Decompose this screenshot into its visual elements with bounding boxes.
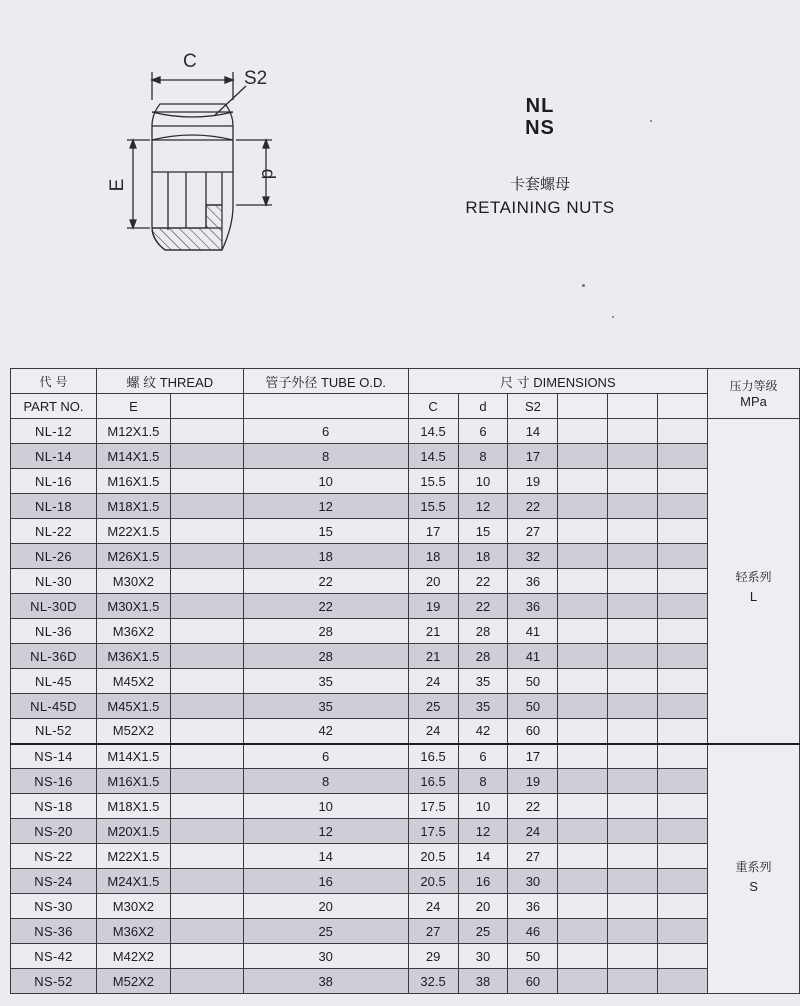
cell-d: 12 [458, 819, 508, 844]
cell-blank [658, 744, 708, 769]
table-row [11, 619, 800, 644]
cell-blank [558, 744, 608, 769]
product-name-en: RETAINING NUTS [465, 198, 615, 217]
cell-thread: M24X1.5 [96, 869, 170, 894]
cell-part: NL-16 [11, 469, 97, 494]
cell-s2: 50 [508, 669, 558, 694]
cell-s2: 41 [508, 644, 558, 669]
cell-c: 15.5 [408, 494, 458, 519]
cell-blank [608, 869, 658, 894]
cell-tube: 6 [243, 419, 408, 444]
cell-blank [658, 919, 708, 944]
table-row [11, 694, 800, 719]
cell-s2: 19 [508, 469, 558, 494]
cell-thread: M45X1.5 [96, 694, 170, 719]
cell-blank [608, 769, 658, 794]
cell-d: 18 [458, 544, 508, 569]
cell-part: NS-30 [11, 894, 97, 919]
cell-tube: 35 [243, 694, 408, 719]
cell-blank [608, 494, 658, 519]
header-pressure-unit: MPa [740, 393, 767, 409]
cell-blank [658, 644, 708, 669]
table-row [11, 444, 800, 469]
cell-c: 25 [408, 694, 458, 719]
cell-blank [658, 594, 708, 619]
table-row [11, 894, 800, 919]
cell-tube: 22 [243, 569, 408, 594]
header-dim-s2: S2 [508, 394, 558, 419]
cell-blank [658, 469, 708, 494]
cell-thread: M18X1.5 [96, 494, 170, 519]
cell-thread: M42X2 [96, 944, 170, 969]
cell-part: NL-45D [11, 694, 97, 719]
cell-c: 14.5 [408, 444, 458, 469]
cell-blank [558, 569, 608, 594]
table-row [11, 819, 800, 844]
cell-part: NS-14 [11, 744, 97, 769]
cell-blank [608, 569, 658, 594]
cell-tube: 6 [243, 744, 408, 769]
cell-blank [658, 844, 708, 869]
cell-thread: M45X2 [96, 669, 170, 694]
table-row [11, 419, 800, 444]
series-label-code: S [749, 878, 758, 894]
product-code-ns: NS [525, 117, 555, 139]
cell-d: 38 [458, 969, 508, 994]
header-pressure-cn: 压力等级 [729, 378, 778, 393]
cell-blank [608, 744, 658, 769]
cell-blank [608, 544, 658, 569]
cell-blank [170, 869, 243, 894]
cell-blank [608, 669, 658, 694]
cell-c: 18 [408, 544, 458, 569]
cell-d: 14 [458, 844, 508, 869]
cell-tube: 12 [243, 819, 408, 844]
cell-blank [558, 694, 608, 719]
header-tube: 管子外径 TUBE O.D. [243, 369, 408, 394]
cell-blank [558, 594, 608, 619]
cell-s2: 24 [508, 819, 558, 844]
cell-blank [170, 519, 243, 544]
table-row [11, 569, 800, 594]
header-dim-d: d [458, 394, 508, 419]
header-part-en: PART NO. [11, 394, 97, 419]
cell-blank [170, 969, 243, 994]
cell-d: 42 [458, 719, 508, 744]
cell-tube: 12 [243, 494, 408, 519]
cell-d: 6 [458, 744, 508, 769]
cell-blank [170, 894, 243, 919]
cell-blank [170, 769, 243, 794]
cell-c: 16.5 [408, 744, 458, 769]
cell-s2: 14 [508, 419, 558, 444]
cell-tube: 15 [243, 519, 408, 544]
cell-tube: 10 [243, 794, 408, 819]
cell-blank [170, 694, 243, 719]
cell-tube: 14 [243, 844, 408, 869]
cell-tube: 25 [243, 919, 408, 944]
nut-section-drawing [0, 0, 800, 330]
cell-blank [658, 719, 708, 744]
cell-part: NS-22 [11, 844, 97, 869]
cell-part: NL-52 [11, 719, 97, 744]
cell-blank [658, 694, 708, 719]
cell-d: 35 [458, 669, 508, 694]
cell-blank [658, 544, 708, 569]
cell-s2: 46 [508, 919, 558, 944]
table-row [11, 944, 800, 969]
cell-pressure-series [708, 419, 800, 744]
cell-s2: 22 [508, 794, 558, 819]
cell-blank [608, 794, 658, 819]
cell-thread: M52X2 [96, 969, 170, 994]
cell-blank [608, 694, 658, 719]
cell-tube: 16 [243, 869, 408, 894]
table-row [11, 844, 800, 869]
cell-blank [608, 894, 658, 919]
table-row [11, 469, 800, 494]
cell-s2: 50 [508, 944, 558, 969]
cell-thread: M36X2 [96, 619, 170, 644]
cell-blank [658, 969, 708, 994]
cell-part: NS-36 [11, 919, 97, 944]
cell-part: NS-18 [11, 794, 97, 819]
header-dimensions: 尺 寸 DIMENSIONS [408, 369, 707, 394]
cell-blank [558, 719, 608, 744]
cell-blank [170, 594, 243, 619]
cell-blank [608, 469, 658, 494]
cell-blank [658, 669, 708, 694]
cell-blank [170, 619, 243, 644]
cell-d: 35 [458, 694, 508, 719]
cell-blank [558, 794, 608, 819]
cell-d: 12 [458, 494, 508, 519]
header-tube-blank [243, 394, 408, 419]
cell-blank [608, 819, 658, 844]
cell-thread: M16X1.5 [96, 769, 170, 794]
cell-part: NL-14 [11, 444, 97, 469]
header-part-cn: 代 号 [11, 369, 97, 394]
cell-blank [658, 444, 708, 469]
print-speck [650, 120, 652, 122]
cell-blank [658, 619, 708, 644]
cell-blank [558, 819, 608, 844]
cell-s2: 60 [508, 969, 558, 994]
series-label-cn: 轻系列 [735, 570, 772, 584]
cell-c: 17.5 [408, 794, 458, 819]
cell-c: 16.5 [408, 769, 458, 794]
cell-s2: 30 [508, 869, 558, 894]
cell-blank [558, 944, 608, 969]
cell-d: 22 [458, 569, 508, 594]
table-row [11, 744, 800, 769]
product-code-nl: NL [525, 95, 555, 117]
cell-s2: 60 [508, 719, 558, 744]
cell-tube: 28 [243, 619, 408, 644]
header-pressure [708, 369, 800, 419]
cell-blank [658, 819, 708, 844]
cell-tube: 18 [243, 544, 408, 569]
cell-blank [608, 969, 658, 994]
cell-c: 27 [408, 919, 458, 944]
cell-c: 24 [408, 669, 458, 694]
cell-blank [658, 569, 708, 594]
cell-blank [170, 944, 243, 969]
cell-blank [558, 644, 608, 669]
cell-tube: 28 [243, 644, 408, 669]
table-row [11, 669, 800, 694]
cell-c: 17.5 [408, 819, 458, 844]
dim-label-d: d [257, 168, 278, 180]
table-row [11, 494, 800, 519]
cell-blank [658, 944, 708, 969]
cell-s2: 50 [508, 694, 558, 719]
cell-d: 22 [458, 594, 508, 619]
header-dim-c: C [408, 394, 458, 419]
cell-s2: 19 [508, 769, 558, 794]
cell-c: 17 [408, 519, 458, 544]
product-name-cn: 卡套螺母 [509, 175, 570, 193]
cell-d: 20 [458, 894, 508, 919]
cell-blank [170, 719, 243, 744]
cell-thread: M12X1.5 [96, 419, 170, 444]
cell-blank [558, 919, 608, 944]
cell-thread: M18X1.5 [96, 794, 170, 819]
cell-blank [608, 619, 658, 644]
cell-blank [558, 544, 608, 569]
cell-blank [608, 844, 658, 869]
cell-blank [558, 519, 608, 544]
dim-label-c: C [183, 51, 197, 72]
cell-blank [558, 894, 608, 919]
cell-c: 20 [408, 569, 458, 594]
cell-c: 21 [408, 644, 458, 669]
header-blank [658, 394, 708, 419]
cell-blank [608, 419, 658, 444]
cell-blank [558, 444, 608, 469]
cell-s2: 41 [508, 619, 558, 644]
header-blank [170, 394, 243, 419]
table-row [11, 594, 800, 619]
header-blank [608, 394, 658, 419]
print-speck [612, 316, 614, 318]
cell-part: NS-16 [11, 769, 97, 794]
cell-part: NL-30 [11, 569, 97, 594]
header-thread-e: E [96, 394, 170, 419]
cell-d: 30 [458, 944, 508, 969]
table-row [11, 794, 800, 819]
cell-blank [170, 569, 243, 594]
cell-thread: M26X1.5 [96, 544, 170, 569]
cell-thread: M30X2 [96, 569, 170, 594]
cell-c: 21 [408, 619, 458, 644]
cell-thread: M36X2 [96, 919, 170, 944]
cell-d: 8 [458, 444, 508, 469]
cell-s2: 27 [508, 844, 558, 869]
cell-thread: M30X2 [96, 894, 170, 919]
table-row [11, 544, 800, 569]
cell-thread: M22X1.5 [96, 519, 170, 544]
cell-d: 28 [458, 644, 508, 669]
cell-s2: 36 [508, 569, 558, 594]
cell-d: 10 [458, 794, 508, 819]
spec-table [10, 368, 800, 994]
cell-blank [558, 969, 608, 994]
cell-d: 16 [458, 869, 508, 894]
cell-tube: 10 [243, 469, 408, 494]
cell-c: 29 [408, 944, 458, 969]
cell-blank [608, 519, 658, 544]
cell-part: NL-36D [11, 644, 97, 669]
cell-d: 6 [458, 419, 508, 444]
cell-blank [608, 594, 658, 619]
cell-tube: 42 [243, 719, 408, 744]
dim-label-s2: S2 [244, 68, 268, 89]
cell-part: NL-36 [11, 619, 97, 644]
cell-blank [558, 494, 608, 519]
cell-d: 10 [458, 469, 508, 494]
cell-blank [658, 894, 708, 919]
cell-s2: 36 [508, 594, 558, 619]
cell-tube: 20 [243, 894, 408, 919]
cell-blank [170, 819, 243, 844]
cell-blank [170, 469, 243, 494]
cell-d: 15 [458, 519, 508, 544]
cell-blank [170, 419, 243, 444]
cell-s2: 22 [508, 494, 558, 519]
cell-tube: 35 [243, 669, 408, 694]
cell-blank [658, 794, 708, 819]
cell-tube: 8 [243, 769, 408, 794]
cell-blank [558, 619, 608, 644]
dim-label-e: E [107, 178, 128, 192]
cell-c: 20.5 [408, 869, 458, 894]
table-row [11, 519, 800, 544]
cell-thread: M20X1.5 [96, 819, 170, 844]
cell-blank [170, 794, 243, 819]
cell-blank [658, 519, 708, 544]
cell-blank [170, 669, 243, 694]
cell-tube: 30 [243, 944, 408, 969]
cell-c: 20.5 [408, 844, 458, 869]
cell-part: NL-26 [11, 544, 97, 569]
table-row [11, 769, 800, 794]
cell-blank [608, 944, 658, 969]
cell-blank [558, 844, 608, 869]
cell-part: NL-12 [11, 419, 97, 444]
cell-blank [170, 444, 243, 469]
table-row [11, 644, 800, 669]
cell-part: NS-52 [11, 969, 97, 994]
header-blank [558, 394, 608, 419]
cell-thread: M36X1.5 [96, 644, 170, 669]
table-row [11, 869, 800, 894]
cell-c: 15.5 [408, 469, 458, 494]
cell-part: NL-18 [11, 494, 97, 519]
cell-blank [170, 544, 243, 569]
table-row [11, 969, 800, 994]
cell-part: NS-42 [11, 944, 97, 969]
cell-c: 32.5 [408, 969, 458, 994]
cell-blank [658, 494, 708, 519]
cell-blank [658, 869, 708, 894]
cell-blank [658, 769, 708, 794]
cell-thread: M14X1.5 [96, 744, 170, 769]
cell-blank [170, 644, 243, 669]
cell-s2: 32 [508, 544, 558, 569]
cell-blank [608, 444, 658, 469]
cell-blank [170, 744, 243, 769]
cell-blank [170, 494, 243, 519]
cell-thread: M22X1.5 [96, 844, 170, 869]
cell-d: 8 [458, 769, 508, 794]
cell-part: NS-24 [11, 869, 97, 894]
cell-d: 28 [458, 619, 508, 644]
cell-tube: 8 [243, 444, 408, 469]
cell-blank [170, 919, 243, 944]
cell-c: 24 [408, 894, 458, 919]
cell-thread: M52X2 [96, 719, 170, 744]
cell-d: 25 [458, 919, 508, 944]
cell-blank [558, 419, 608, 444]
cell-blank [608, 644, 658, 669]
table-row [11, 919, 800, 944]
cell-blank [608, 919, 658, 944]
cell-part: NL-30D [11, 594, 97, 619]
cell-s2: 17 [508, 744, 558, 769]
cell-tube: 22 [243, 594, 408, 619]
print-speck [582, 284, 585, 287]
cell-blank [558, 869, 608, 894]
cell-blank [558, 769, 608, 794]
header-thread: 螺 纹 THREAD [96, 369, 243, 394]
cell-thread: M30X1.5 [96, 594, 170, 619]
cell-tube: 38 [243, 969, 408, 994]
cell-s2: 36 [508, 894, 558, 919]
cell-pressure-series [708, 744, 800, 994]
cell-c: 14.5 [408, 419, 458, 444]
cell-thread: M14X1.5 [96, 444, 170, 469]
cell-blank [170, 844, 243, 869]
cell-part: NS-20 [11, 819, 97, 844]
cell-thread: M16X1.5 [96, 469, 170, 494]
cell-blank [558, 669, 608, 694]
cell-blank [608, 719, 658, 744]
cell-part: NL-45 [11, 669, 97, 694]
table-row [11, 719, 800, 744]
product-title-block [440, 95, 640, 218]
series-label-cn: 重系列 [735, 859, 772, 874]
cell-blank [658, 419, 708, 444]
series-label-code: L [749, 589, 758, 604]
cell-c: 24 [408, 719, 458, 744]
cell-part: NL-22 [11, 519, 97, 544]
cell-c: 19 [408, 594, 458, 619]
cell-s2: 17 [508, 444, 558, 469]
cell-blank [558, 469, 608, 494]
cell-s2: 27 [508, 519, 558, 544]
spec-table-body [11, 419, 800, 994]
